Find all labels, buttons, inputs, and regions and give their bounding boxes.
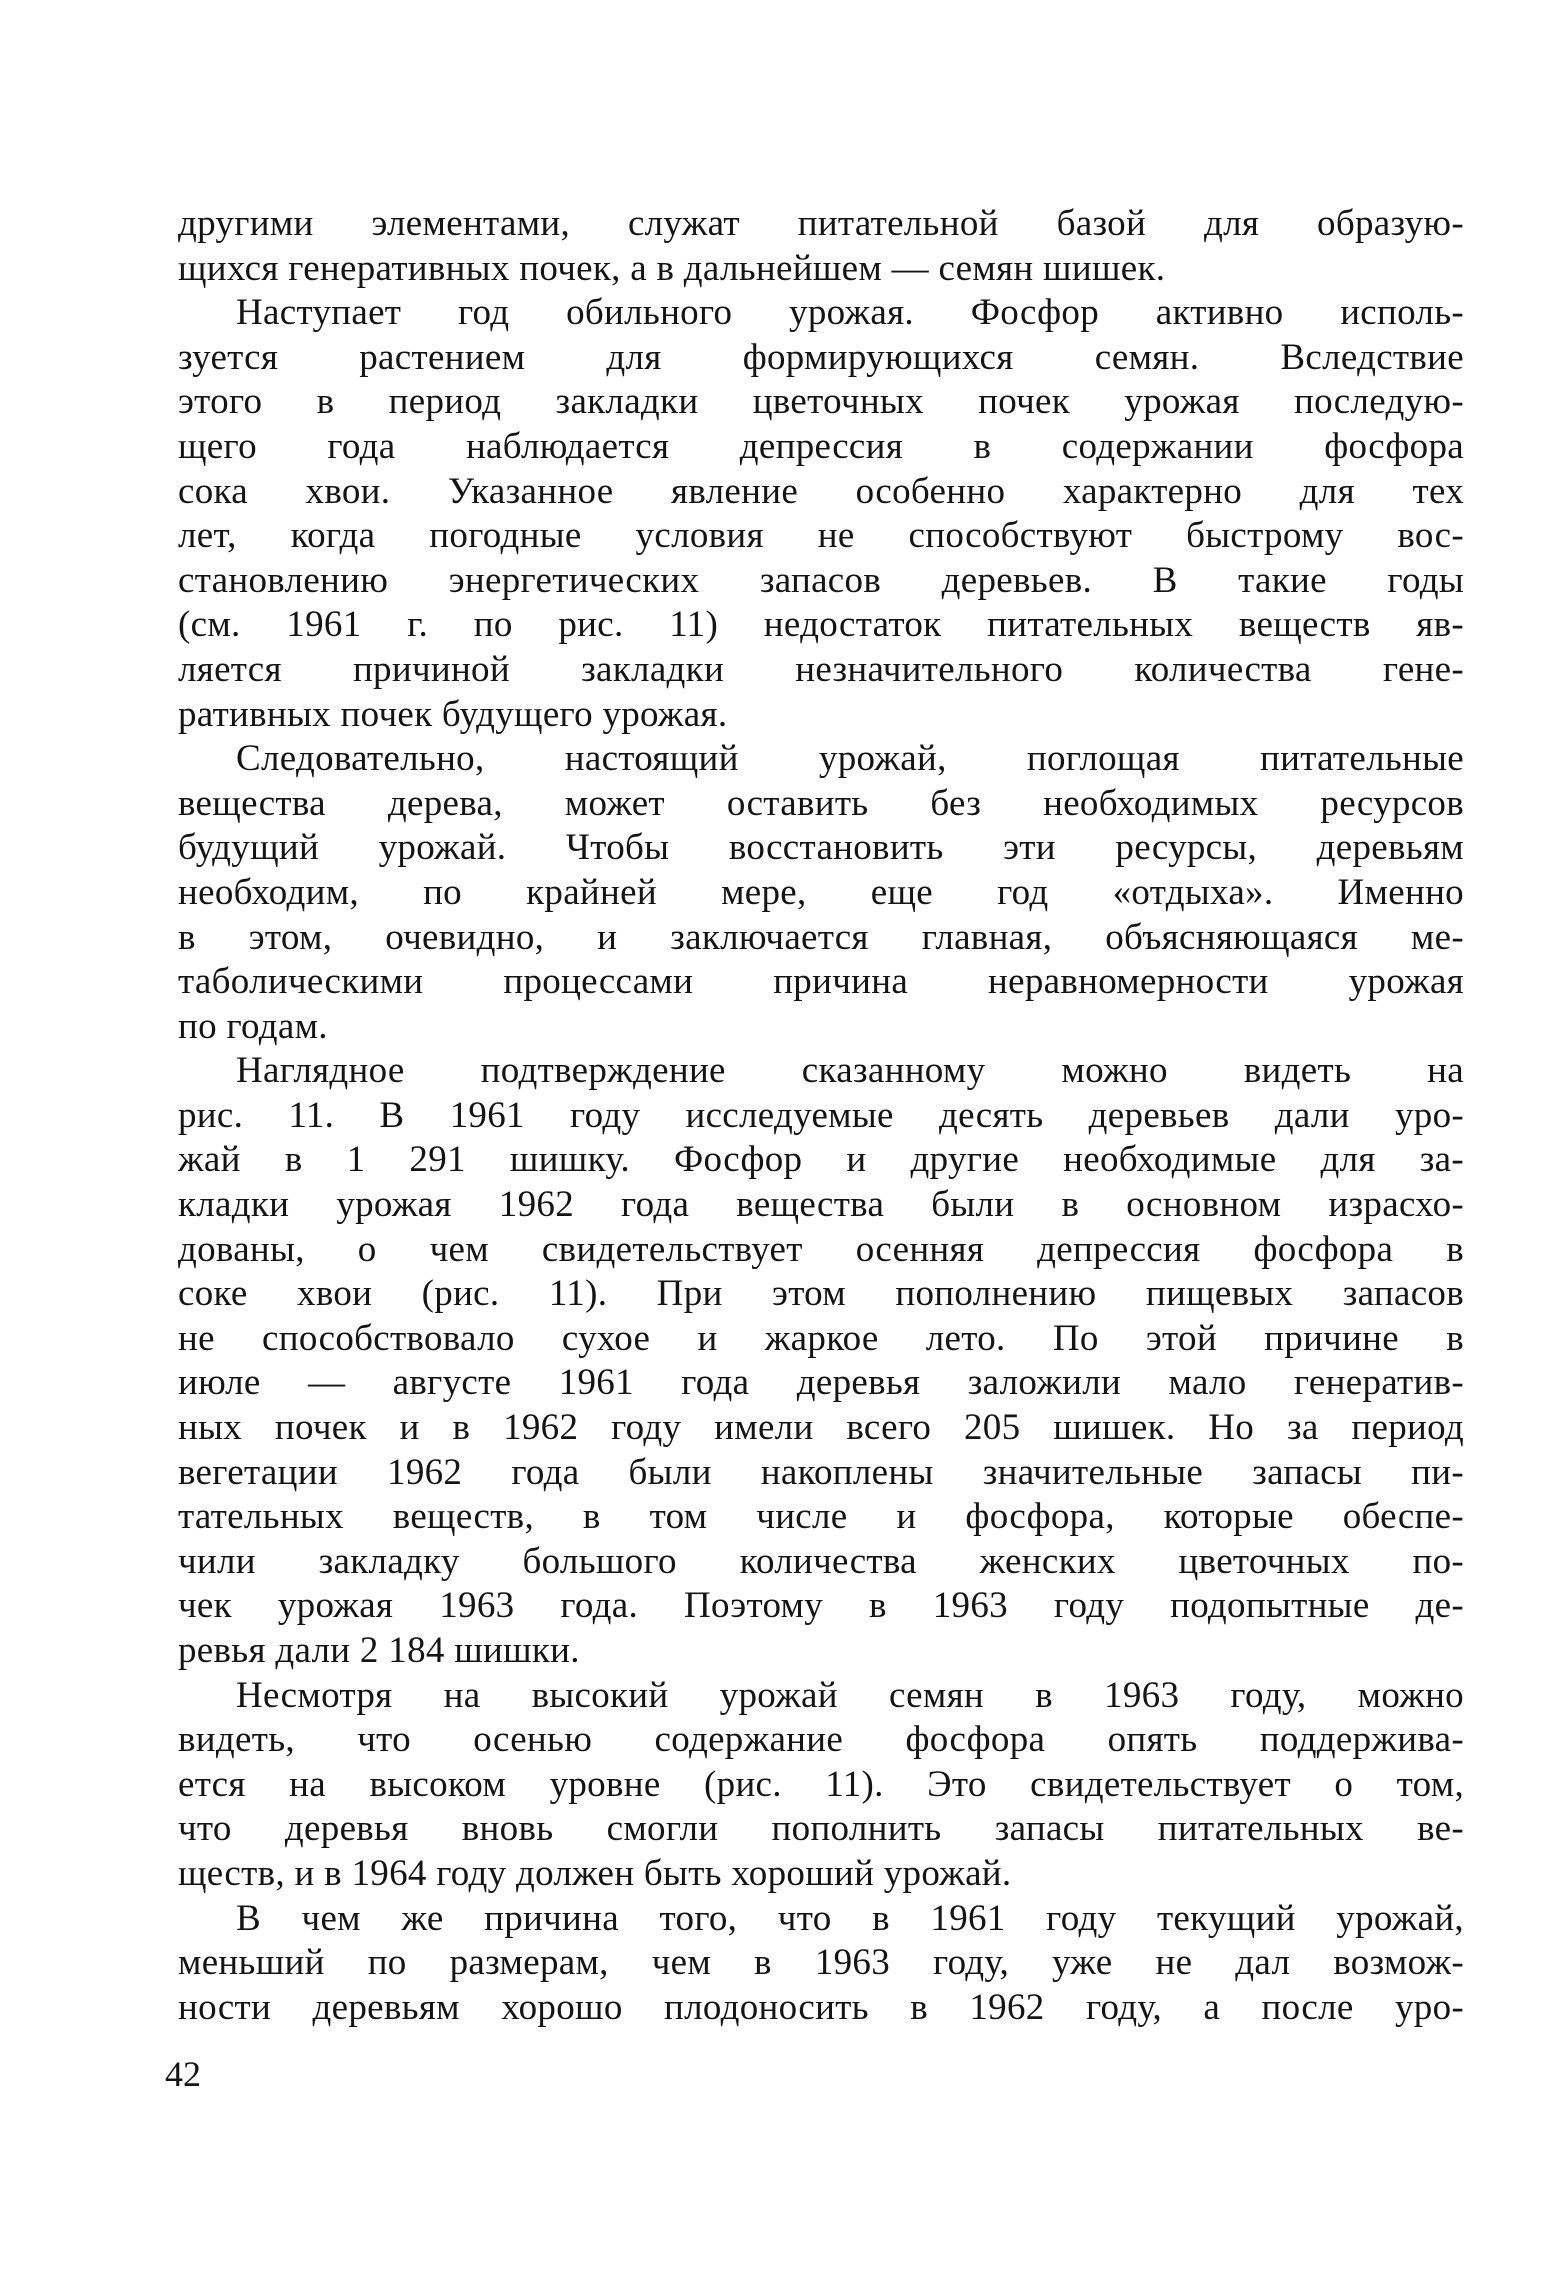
text-line: жай в 1 291 шишку. Фосфор и другие необходимые для за- bbox=[178, 1139, 1464, 1181]
text-line: В чем же причина того, что в 1961 году текущий урожай, bbox=[236, 1897, 1464, 1939]
text-line: кладки урожая 1962 года вещества были в основном израсхо- bbox=[178, 1184, 1464, 1226]
text-line: чек урожая 1963 года. Поэтому в 1963 году подопытные де- bbox=[178, 1585, 1464, 1627]
page-text bbox=[178, 202, 1464, 2030]
text-line: по годам. bbox=[178, 1005, 328, 1047]
text-line: соке хвои (рис. 11). При этом пополнению пищевых запасов bbox=[178, 1273, 1464, 1315]
text-line: необходим, по крайней мере, еще год «отдыха». Именно bbox=[178, 871, 1464, 913]
text-line: ется на высоком уровне (рис. 11). Это свидетельствует о том, bbox=[178, 1763, 1464, 1805]
text-line: что деревья вновь смогли пополнить запасы питательных ве- bbox=[178, 1808, 1464, 1850]
text-line: щихся генеративных почек, а в дальнейшем — семян шишек. bbox=[178, 247, 1166, 289]
text-line: меньший по размерам, чем в 1963 году, уже не дал возмож- bbox=[178, 1942, 1464, 1984]
text-line: рис. 11. В 1961 году исследуемые десять деревьев дали уро- bbox=[178, 1094, 1464, 1136]
text-line: чили закладку большого количества женских цветочных по- bbox=[178, 1540, 1464, 1582]
text-line: вещества дерева, может оставить без необходимых ресурсов bbox=[178, 782, 1464, 824]
text-line: ности деревьям хорошо плодоносить в 1962 году, а после уро- bbox=[178, 1986, 1464, 2028]
text-line: (см. 1961 г. по рис. 11) недостаток питательных веществ яв- bbox=[178, 604, 1464, 646]
page-number: 42 bbox=[165, 2054, 201, 2094]
text-line: Несмотря на высокий урожай семян в 1963 году, можно bbox=[236, 1674, 1464, 1716]
text-line: лет, когда погодные условия не способствуют быстрому вос- bbox=[178, 515, 1464, 557]
text-line: видеть, что осенью содержание фосфора опять поддержива- bbox=[178, 1719, 1464, 1761]
text-line: становлению энергетических запасов деревьев. В такие годы bbox=[178, 559, 1464, 601]
text-line: в этом, очевидно, и заключается главная, объясняющаяся ме- bbox=[178, 916, 1464, 958]
text-line: сока хвои. Указанное явление особенно характерно для тех bbox=[178, 470, 1464, 512]
text-line: Следовательно, настоящий урожай, поглощая питательные bbox=[236, 738, 1464, 780]
text-line: ративных почек будущего урожая. bbox=[178, 693, 728, 735]
text-line: Наглядное подтверждение сказанному можно видеть на bbox=[236, 1050, 1464, 1092]
text-line: дованы, о чем свидетельствует осенняя депрессия фосфора в bbox=[178, 1228, 1464, 1270]
text-line: таболическими процессами причина неравномерности урожая bbox=[178, 961, 1464, 1003]
text-line: ных почек и в 1962 году имели всего 205 шишек. Но за период bbox=[178, 1407, 1464, 1449]
text-line: будущий урожай. Чтобы восстановить эти ресурсы, деревьям bbox=[178, 827, 1464, 869]
text-line: ревья дали 2 184 шишки. bbox=[178, 1630, 580, 1671]
text-line: другими элементами, служат питательной базой для образую- bbox=[178, 203, 1464, 244]
text-line: ществ, и в 1964 году должен быть хороший урожай. bbox=[178, 1852, 1012, 1894]
text-line: Наступает год обильного урожая. Фосфор активно исполь- bbox=[236, 292, 1464, 334]
text-line: тательных веществ, в том числе и фосфора, которые обеспе- bbox=[178, 1496, 1464, 1538]
text-line: этого в период закладки цветочных почек урожая последую- bbox=[178, 381, 1464, 423]
text-line: ляется причиной закладки незначительного количества гене- bbox=[178, 648, 1464, 690]
text-line: вегетации 1962 года были накоплены значительные запасы пи- bbox=[178, 1451, 1464, 1493]
text-line: не способствовало сухое и жаркое лето. По этой причине в bbox=[178, 1317, 1464, 1359]
text-line: июле — августе 1961 года деревья заложили мало генератив- bbox=[178, 1362, 1464, 1404]
text-line: зуется растением для формирующихся семян. Вследствие bbox=[178, 336, 1464, 378]
text-line: щего года наблюдается депрессия в содержании фосфора bbox=[178, 425, 1464, 467]
